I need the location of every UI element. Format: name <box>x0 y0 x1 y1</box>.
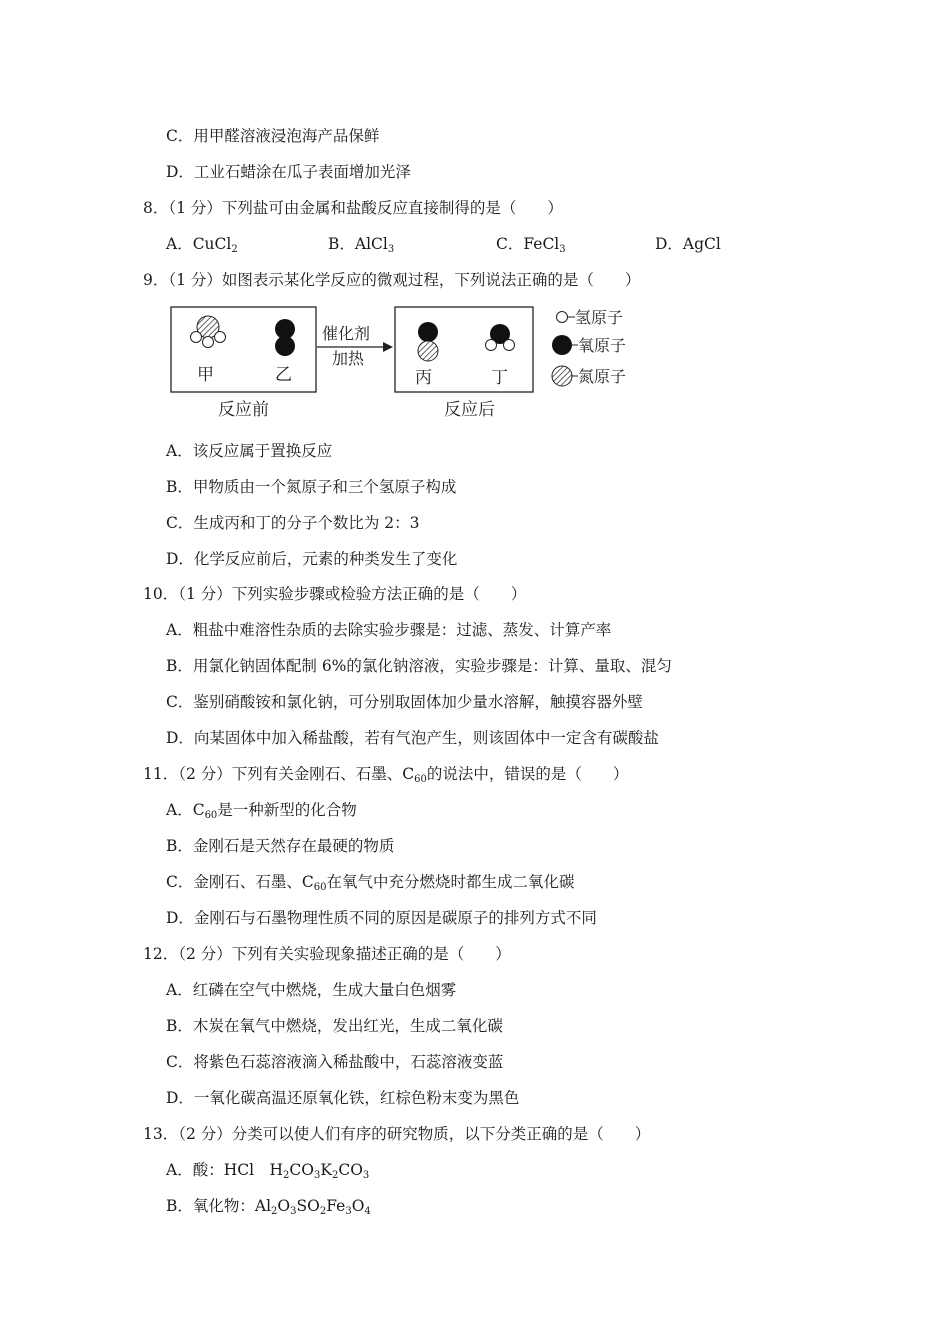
molecule-jia <box>191 316 226 348</box>
q12-option-a: A．红磷在空气中燃烧，生成大量白色烟雾 <box>166 981 457 999</box>
legend <box>552 308 626 386</box>
q11-option-b: B．金刚石是天然存在最硬的物质 <box>166 837 395 855</box>
q12-stem: 12．（2 分）下列有关实验现象描述正确的是（ ） <box>143 945 511 963</box>
q9-option-a: A．该反应属于置换反应 <box>166 442 333 460</box>
q13-option-b: B．氧化物：$Al_2O_3SO_2Fe_3O_4$ <box>166 1197 371 1217</box>
q9-option-b: B．甲物质由一个氮原子和三个氢原子构成 <box>166 478 457 496</box>
legend-hydrogen: 氢原子 <box>575 308 624 327</box>
q11-option-c: C．金刚石、石墨、$C_{60}$在氧气中充分燃烧时都生成二氧化碳 <box>166 873 575 893</box>
q9-stem: 9．（1 分）如图表示某化学反应的微观过程，下列说法正确的是（ ） <box>143 271 641 289</box>
q9-option-c: C．生成丙和丁的分子个数比为 2：3 <box>166 514 420 532</box>
legend-oxygen: 氧原子 <box>578 336 627 355</box>
legend-nitrogen: 氮原子 <box>578 367 627 386</box>
molecule-bing <box>418 322 438 361</box>
q11-option-d: D．金刚石与石墨物理性质不同的原因是碳原子的排列方式不同 <box>166 909 597 927</box>
molecule-yi <box>275 319 295 356</box>
molecule-ding <box>486 324 515 351</box>
q11-option-a: A．$C_{60}$是一种新型的化合物 <box>166 801 357 821</box>
q12-option-d: D．一氧化碳高温还原氧化铁，红棕色粉末变为黑色 <box>166 1089 520 1107</box>
caption-after: 反应后 <box>444 400 495 420</box>
arrow-label-bottom: 加热 <box>332 349 365 368</box>
q8-option-d: D．AgCl <box>655 235 721 253</box>
q10-option-b: B．用氯化钠固体配制 6%的氯化钠溶液，实验步骤是：计算、量取、混匀 <box>166 657 672 675</box>
q7-option-c: C．用甲醛溶液浸泡海产品保鲜 <box>166 127 380 145</box>
label-bing: 丙 <box>415 368 432 388</box>
label-jia: 甲 <box>197 365 214 385</box>
label-yi: 乙 <box>275 365 292 385</box>
q13-option-a: A．酸：HCl $H_2CO_3K_2CO_3$ <box>166 1161 370 1181</box>
q11-stem: 11．（2 分）下列有关金刚石、石墨、$C_{60}$的说法中，错误的是（ ） <box>143 765 629 785</box>
q9-option-d: D．化学反应前后，元素的种类发生了变化 <box>166 550 458 568</box>
q8-option-b: B．AlCl$_3$ <box>328 235 395 255</box>
arrow-label-top: 催化剂 <box>322 324 371 343</box>
q12-option-c: C．将紫色石蕊溶液滴入稀盐酸中，石蕊溶液变蓝 <box>166 1053 504 1071</box>
q7-option-d: D．工业石蜡涂在瓜子表面增加光泽 <box>166 163 411 181</box>
q10-stem: 10．（1 分）下列实验步骤或检验方法正确的是（ ） <box>143 585 527 603</box>
q12-option-b: B．木炭在氧气中燃烧，发出红光，生成二氧化碳 <box>166 1017 503 1035</box>
q8-option-a: A．CuCl$_2$ <box>166 235 238 255</box>
q13-stem: 13．（2 分）分类可以使人们有序的研究物质，以下分类正确的是（ ） <box>143 1125 651 1143</box>
reaction-diagram <box>165 300 655 425</box>
q8-option-c: C．FeCl$_3$ <box>496 235 566 255</box>
legend-oxygen-icon <box>552 335 572 355</box>
legend-hydrogen-icon <box>557 312 568 323</box>
q10-option-d: D．向某固体中加入稀盐酸，若有气泡产生，则该固体中一定含有碳酸盐 <box>166 729 659 747</box>
q10-option-c: C．鉴别硝酸铵和氯化钠，可分别取固体加少量水溶解，触摸容器外壁 <box>166 693 643 711</box>
q8-stem: 8．（1 分）下列盐可由金属和盐酸反应直接制得的是（ ） <box>143 199 563 217</box>
q10-option-a: A．粗盐中难溶性杂质的去除实验步骤是：过滤、蒸发、计算产率 <box>166 621 612 639</box>
label-ding: 丁 <box>491 368 508 388</box>
caption-before: 反应前 <box>218 400 269 420</box>
legend-nitrogen-icon <box>552 366 572 386</box>
